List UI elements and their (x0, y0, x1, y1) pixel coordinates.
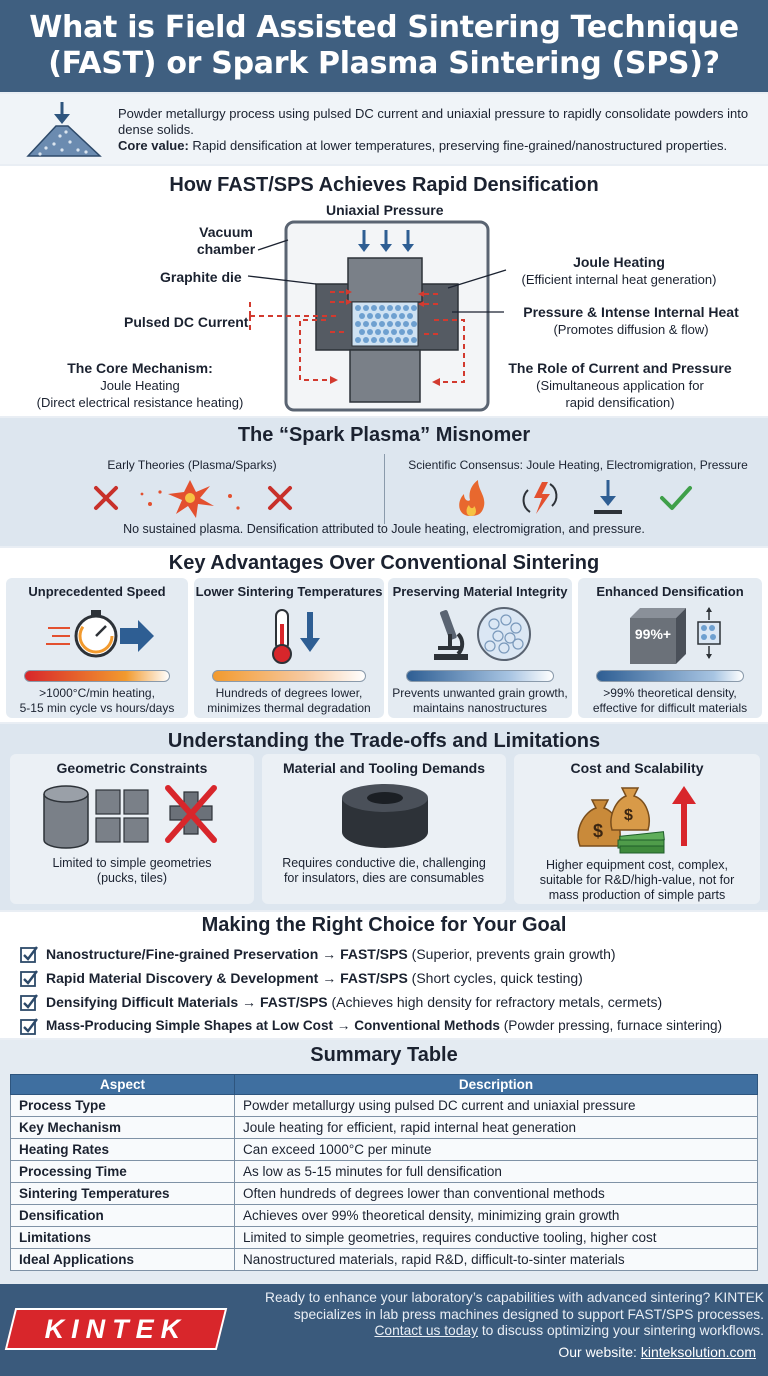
card-line-2: maintains nanostructures (412, 701, 548, 715)
card-line-2: (pucks, tiles) (96, 871, 168, 885)
choice-goal: Mass-Producing Simple Shapes at Low Cost (46, 1018, 334, 1033)
role-title: The Role of Current and Pressure (508, 360, 732, 376)
choice-method: FAST/SPS (340, 970, 408, 986)
pressure-heat-label (496, 304, 766, 338)
card-line-2: minimizes thermal degradation (207, 701, 371, 715)
footer-text (244, 1290, 764, 1340)
tradeoffs-section (0, 724, 768, 910)
misnomer-icons (0, 476, 768, 520)
row-description: Often hundreds of degrees lower than conventional methods (235, 1183, 758, 1205)
row-description: Can exceed 1000°C per minute (235, 1139, 758, 1161)
flame-icon (459, 480, 484, 516)
title-line-1: What is Field Assisted Sintering Technique (29, 10, 739, 45)
row-description: Limited to simple geometries, requires conductive tooling, higher cost (235, 1227, 758, 1249)
core-mechanism-label (20, 360, 260, 411)
early-theories-label: Early Theories (Plasma/Sparks) (107, 458, 277, 472)
choice-item (20, 990, 768, 1014)
densification-bar (596, 670, 744, 682)
joule-heating-label (494, 254, 744, 288)
row-description: Achieves over 99% theoretical density, minimizing grain growth (235, 1205, 758, 1227)
uniaxial-pressure-label: Uniaxial Pressure (326, 202, 444, 218)
choice-method: FAST/SPS (259, 994, 328, 1010)
vacuum-line-2: chamber (196, 241, 256, 257)
electromigration-icon (524, 482, 557, 514)
choice-goal: Nanostructure/Fine-grained Preservation (46, 946, 319, 962)
vacuum-line-1: Vacuum (199, 224, 253, 240)
card-line-1: Hundreds of degrees lower, (215, 686, 363, 700)
card-line-2: effective for difficult materials (592, 701, 748, 715)
row-aspect: Sintering Temperatures (11, 1183, 235, 1205)
summary-section (0, 1040, 768, 1284)
footer (0, 1284, 768, 1376)
card-line-1: Prevents unwanted grain growth, (392, 686, 568, 700)
choice-title: Making the Right Choice for Your Goal (201, 914, 567, 936)
table-row (11, 1161, 758, 1183)
card-description (262, 856, 506, 886)
card-title: Preserving Material Integrity (392, 584, 568, 599)
choice-arrow: → (238, 994, 260, 1010)
card-line-3: mass production of simple parts (548, 888, 726, 902)
card-line-2: 5-15 min cycle vs hours/days (19, 701, 175, 715)
card-line-2: suitable for R&D/high-value, not for (539, 873, 735, 887)
page-title (0, 0, 768, 92)
choice-item (20, 966, 768, 990)
speed-bar (24, 670, 170, 682)
choice-method: Conventional Methods (354, 1018, 500, 1033)
card-line-1: Requires conductive die, challenging (282, 856, 486, 870)
cross-icon (96, 488, 116, 508)
website-label: Our website: (558, 1344, 641, 1360)
vacuum-chamber-label (186, 224, 266, 258)
header-description: Description (235, 1075, 758, 1095)
card-description (10, 856, 254, 886)
intro-section (0, 94, 768, 164)
core-mechanism-title: The Core Mechanism: (67, 360, 213, 376)
logo-text: KINTEK (44, 1314, 188, 1344)
core-mechanism-sub2: (Direct electrical resistance heating) (36, 395, 244, 410)
footer-text-a: Ready to enhance your laboratory’s capabilities with advanced sintering? KINTEK specializes in lab press machines designed to support FAST/SPS processes. (264, 1290, 764, 1322)
title-line-2: (FAST) or Spark Plasma Sintering (SPS)? (48, 46, 720, 81)
card-line-1: Higher equipment cost, complex, (545, 858, 729, 872)
choice-arrow: → (318, 970, 341, 986)
table-header-row (11, 1075, 758, 1095)
checkbox-icon (20, 993, 38, 1011)
core-mechanism-sub1: Joule Heating (100, 378, 180, 393)
choice-method: FAST/SPS (340, 946, 408, 962)
row-aspect: Limitations (11, 1227, 235, 1249)
card-title: Material and Tooling Demands (283, 760, 485, 776)
misnomer-title: The “Spark Plasma” Misnomer (237, 424, 531, 446)
choice-item (20, 942, 768, 966)
website-link[interactable]: kinteksolution.com (640, 1344, 756, 1360)
row-description: Powder metallurgy using pulsed DC current and uniaxial pressure (235, 1095, 758, 1117)
choice-list (20, 942, 768, 1038)
choice-arrow: → (318, 946, 341, 962)
spark-icon (141, 480, 240, 518)
card-line-1: Limited to simple geometries (52, 856, 212, 870)
row-description: Joule heating for efficient, rapid internal heat generation (235, 1117, 758, 1139)
checkbox-icon (20, 1017, 38, 1035)
money-bags-icon (574, 780, 704, 854)
stopwatch-icon (46, 606, 156, 662)
powder-press-icon (26, 100, 102, 158)
card-title: Cost and Scalability (570, 760, 704, 776)
row-aspect: Process Type (11, 1095, 235, 1117)
card-description (578, 686, 762, 716)
density-badge: 99%+ (634, 626, 672, 642)
geometry-shapes-icon (42, 784, 222, 850)
core-value-text: Rapid densification at lower temperatures, preserving fine-grained/nanostructured properties. (188, 138, 728, 153)
tradeoff-card-geometry (10, 754, 254, 904)
advantage-card-integrity (388, 578, 572, 718)
pressure-arrow-icon (594, 480, 622, 514)
table-row (11, 1183, 758, 1205)
row-aspect: Processing Time (11, 1161, 235, 1183)
table-row (11, 1117, 758, 1139)
integrity-bar (406, 670, 554, 682)
card-description (388, 686, 572, 716)
tradeoffs-title: Understanding the Trade-offs and Limitations (167, 730, 601, 752)
advantage-card-densification (578, 578, 762, 718)
pressure-sub: (Promotes diffusion & flow) (553, 322, 709, 337)
role-sub2: rapid densification) (565, 395, 675, 410)
misnomer-section (0, 418, 768, 546)
consensus-label: Scientific Consensus: Joule Heating, Electromigration, Pressure (408, 458, 748, 472)
svg-text:$: $ (624, 807, 633, 824)
mechanism-title: How FAST/SPS Achieves Rapid Densification (169, 174, 599, 196)
choice-note: (Achieves high density for refractory metals, cermets) (327, 994, 663, 1010)
advantage-card-speed (6, 578, 188, 718)
table-row (11, 1227, 758, 1249)
choice-goal: Rapid Material Discovery & Development (46, 970, 319, 986)
row-description: As low as 5-15 minutes for full densification (235, 1161, 758, 1183)
choice-arrow: → (333, 1018, 355, 1033)
header-aspect: Aspect (11, 1075, 235, 1095)
role-label (500, 360, 740, 411)
contact-link[interactable]: Contact us today (374, 1323, 478, 1338)
choice-note: (Powder pressing, furnace sintering) (499, 1018, 723, 1033)
temperature-bar (212, 670, 366, 682)
tradeoff-card-cost (514, 754, 760, 904)
mechanism-section (0, 166, 768, 416)
pressure-title: Pressure & Intense Internal Heat (523, 304, 739, 320)
card-title: Lower Sintering Temperatures (195, 584, 383, 599)
summary-title: Summary Table (310, 1044, 458, 1066)
card-description (514, 858, 760, 903)
card-line-2: for insulators, dies are consumables (283, 871, 485, 885)
table-row (11, 1095, 758, 1117)
tradeoff-card-tooling (262, 754, 506, 904)
row-description: Nanostructured materials, rapid R&D, difficult-to-sinter materials (235, 1249, 758, 1271)
microscope-icon (428, 604, 538, 666)
advantage-card-temperature (194, 578, 384, 718)
card-line-1: >1000°C/min heating, (39, 686, 155, 700)
die-ring-icon (340, 782, 430, 852)
kintek-logo (5, 1308, 227, 1350)
card-line-1: >99% theoretical density, (603, 686, 737, 700)
card-title: Unprecedented Speed (28, 584, 166, 599)
card-description (194, 686, 384, 716)
advantages-section (0, 548, 768, 722)
table-row (11, 1249, 758, 1271)
thermometer-icon (262, 606, 326, 666)
row-aspect: Heating Rates (11, 1139, 235, 1161)
misnomer-footer: No sustained plasma. Densification attributed to Joule heating, electromigration, and pressure. (123, 522, 645, 536)
checkbox-icon (20, 969, 38, 987)
choice-item (20, 1014, 768, 1038)
summary-table (10, 1074, 758, 1271)
table-row (11, 1205, 758, 1227)
pulsed-dc-label: Pulsed DC Current (124, 314, 249, 330)
intro-core-value (118, 138, 758, 154)
card-description (6, 686, 188, 716)
check-icon (662, 488, 690, 508)
choice-goal: Densifying Difficult Materials (46, 994, 239, 1010)
svg-text:$: $ (593, 821, 604, 841)
advantages-title: Key Advantages Over Conventional Sintering (168, 552, 600, 574)
cross-icon (270, 488, 290, 508)
footer-text-b: to discuss optimizing your sintering workflows. (477, 1323, 764, 1338)
graphite-die-label: Graphite die (160, 269, 242, 285)
intro-text (118, 106, 758, 154)
joule-title: Joule Heating (573, 254, 665, 270)
website-line (558, 1344, 756, 1360)
card-title: Enhanced Densification (596, 584, 744, 599)
joule-sub: (Efficient internal heat generation) (521, 272, 717, 287)
choice-section (0, 912, 768, 1038)
choice-note: (Superior, prevents grain growth) (407, 946, 616, 962)
row-aspect: Densification (11, 1205, 235, 1227)
role-sub1: (Simultaneous application for (536, 378, 704, 393)
card-title: Geometric Constraints (56, 760, 208, 776)
row-aspect: Key Mechanism (11, 1117, 235, 1139)
core-value-label: Core value: (118, 138, 189, 153)
checkbox-icon (20, 945, 38, 963)
table-row (11, 1139, 758, 1161)
intro-description: Powder metallurgy process using pulsed DC current and uniaxial pressure to rapidly consolidate powders into dense solids. (118, 106, 749, 137)
choice-note: (Short cycles, quick testing) (407, 970, 583, 986)
row-aspect: Ideal Applications (11, 1249, 235, 1271)
